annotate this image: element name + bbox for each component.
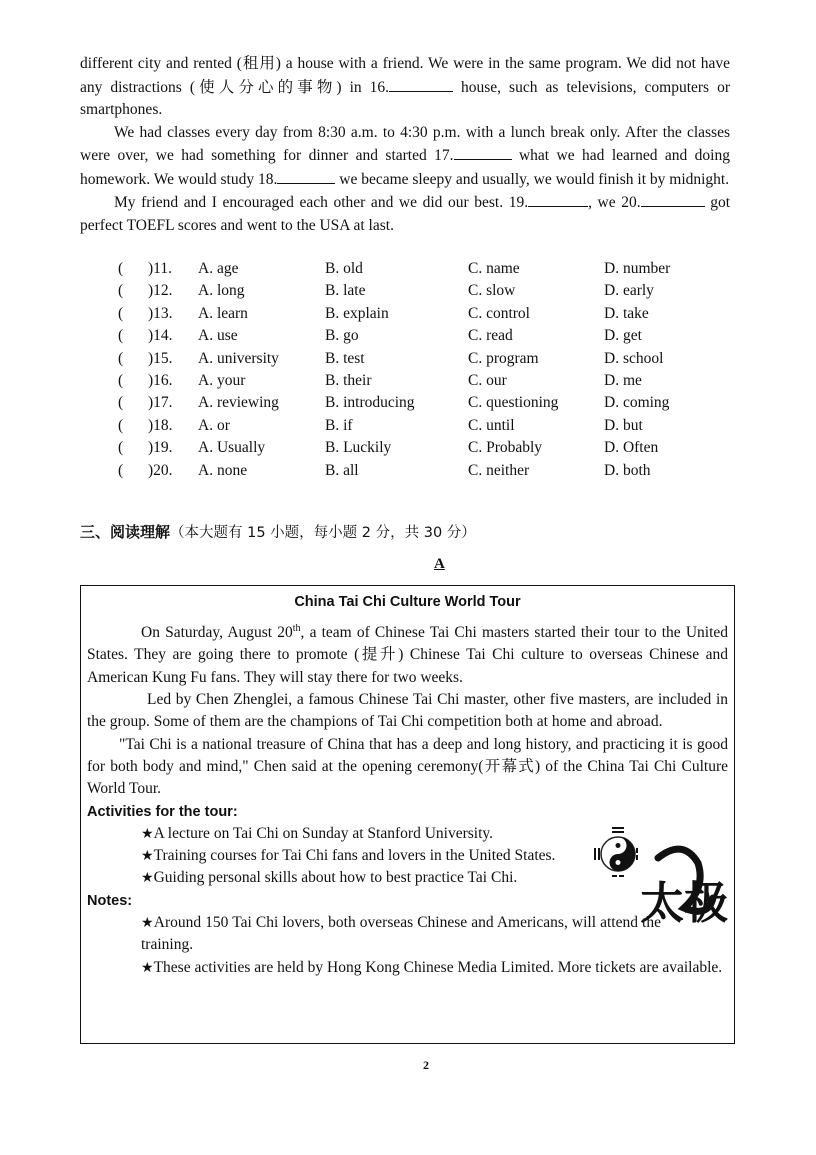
star-icon: ★ xyxy=(141,848,154,865)
part-label: A xyxy=(434,556,445,572)
answer-slot[interactable]: ( xyxy=(118,327,124,345)
section-heading xyxy=(80,521,476,542)
option-c: C. name xyxy=(468,260,520,277)
blank-19 xyxy=(528,191,588,207)
question-number: )12. xyxy=(148,282,173,300)
blank-20 xyxy=(641,191,705,207)
question-number: )19. xyxy=(148,439,173,457)
page-number: 2 xyxy=(423,1058,429,1072)
article-paragraph-3: "Tai Chi is a national treasure of China that has a deep and long history, and practicing it is good for both body and mind," Chen said at the opening ceremony(开幕式) of the China Tai Chi Culture World Tour. xyxy=(87,735,728,798)
option-a: A. your xyxy=(198,371,246,389)
option-d: D. Often xyxy=(604,439,659,457)
option-a: A. learn xyxy=(198,304,248,322)
option-c: C. control xyxy=(468,304,530,322)
option-c: C. our xyxy=(468,371,507,389)
note-item: ★Around 150 Tai Chi lovers, both overseas Chinese and Americans, will attend the training. xyxy=(141,914,661,954)
option-d: D. both xyxy=(604,461,651,479)
option-d: D. number xyxy=(604,260,671,277)
blank-18 xyxy=(277,168,335,184)
option-a: A. Usually xyxy=(198,439,266,457)
question-number: )14. xyxy=(148,327,173,345)
option-b: B. go xyxy=(325,327,359,345)
logo-calligraphy: 太极 xyxy=(640,878,728,929)
note-item: ★These activities are held by Hong Kong Chinese Media Limited. More tickets are available. xyxy=(141,958,723,976)
answer-slot[interactable]: ( xyxy=(118,349,124,367)
activities-heading: Activities for the tour: xyxy=(87,803,238,820)
answer-slot[interactable]: ( xyxy=(118,439,124,457)
activity-item: ★A lecture on Tai Chi on Sunday at Stanford University. xyxy=(141,824,493,842)
article-title: China Tai Chi Culture World Tour xyxy=(294,594,521,610)
option-b: B. Luckily xyxy=(325,439,392,457)
star-icon: ★ xyxy=(141,915,154,932)
activity-item: ★Training courses for Tai Chi fans and lovers in the United States. xyxy=(141,847,556,865)
option-b: B. explain xyxy=(325,304,389,322)
option-a: A. use xyxy=(198,327,238,345)
option-c: C. until xyxy=(468,416,515,434)
option-b: B. their xyxy=(325,371,372,389)
option-a: A. university xyxy=(198,349,279,367)
option-a: A. none xyxy=(198,461,248,479)
option-c: C. neither xyxy=(468,461,530,479)
option-c: C. questioning xyxy=(468,394,559,412)
star-icon: ★ xyxy=(141,870,154,887)
option-b: B. if xyxy=(325,416,353,434)
question-number: )20. xyxy=(148,461,173,479)
section-subtitle: （本大题有 15 小题，每小题 2 分，共 30 分） xyxy=(170,525,476,541)
option-b: B. all xyxy=(325,461,359,479)
blank-17 xyxy=(454,144,512,160)
tai-chi-logo xyxy=(588,818,728,934)
answer-slot[interactable]: ( xyxy=(118,371,124,389)
passage-paragraph-3: My friend and I encouraged each other and we did our best. 19. , we 20. got perfect TOEFL scores and went to the USA at last. xyxy=(80,191,730,237)
option-a: A. long xyxy=(198,282,245,300)
question-number: )17. xyxy=(148,394,173,412)
answer-slot[interactable]: ( xyxy=(118,394,124,412)
notes-heading: Notes: xyxy=(87,892,133,909)
article-box xyxy=(80,585,735,1044)
article-paragraph-2: Led by Chen Zhenglei, a famous Chinese Tai Chi master, other five masters, are included in the group. Some of them are the champions of Tai Chi competition both at home and abroad. xyxy=(87,691,728,731)
activity-item: ★Guiding personal skills about how to best practice Tai Chi. xyxy=(141,869,518,887)
option-b: B. old xyxy=(325,260,363,277)
option-c: C. slow xyxy=(468,282,516,300)
option-d: D. get xyxy=(604,327,642,345)
option-d: D. school xyxy=(604,349,664,367)
star-icon: ★ xyxy=(141,825,154,842)
answer-slot[interactable]: ( xyxy=(118,282,124,300)
option-a: A. or xyxy=(198,416,230,434)
article-paragraph-1: On Saturday, August 20th, a team of Chinese Tai Chi masters started their tour to the United States. They are going there to promote (提升) Chinese Tai Chi culture to overseas Chinese and American Kung Fu fans. They will stay there for two weeks. xyxy=(87,623,728,686)
answer-slot[interactable]: ( xyxy=(118,461,124,479)
option-a: A. age xyxy=(198,260,239,277)
answer-slot[interactable]: ( xyxy=(118,304,124,322)
section-title: 三、阅读理解 xyxy=(80,523,171,541)
option-d: D. coming xyxy=(604,394,670,412)
passage-paragraph-1: different city and rented (租用) a house with a friend. We were in the same program. We did not have any distractions (使人分心的事物) in 16. house, such as televisions, computers or smartphones. xyxy=(80,55,730,118)
question-number: )13. xyxy=(148,304,173,322)
question-number: )18. xyxy=(148,416,173,434)
option-b: B. test xyxy=(325,349,365,367)
option-d: D. early xyxy=(604,282,654,300)
option-b: B. late xyxy=(325,282,366,300)
answer-slot[interactable]: ( xyxy=(118,260,124,277)
option-d: D. but xyxy=(604,416,643,434)
question-number: )15. xyxy=(148,349,173,367)
option-c: C. read xyxy=(468,327,513,345)
cloze-passage xyxy=(80,53,730,237)
question-number: )16. xyxy=(148,371,173,389)
star-icon: ★ xyxy=(141,959,154,976)
option-c: C. program xyxy=(468,349,539,367)
option-b: B. introducing xyxy=(325,394,415,412)
option-d: D. take xyxy=(604,304,649,322)
question-number: )11. xyxy=(148,260,172,277)
option-a: A. reviewing xyxy=(198,394,279,412)
option-c: C. Probably xyxy=(468,439,543,457)
answer-slot[interactable]: ( xyxy=(118,416,124,434)
passage-paragraph-2: We had classes every day from 8:30 a.m. to 4:30 p.m. with a lunch break only. After the classes were over, we had something for dinner and started 17. what we had learned and doing homework. We would study 18. we became sleepy and usually, we would finish it by midnight. xyxy=(80,123,730,188)
option-d: D. me xyxy=(604,371,642,389)
blank-16 xyxy=(389,76,453,92)
